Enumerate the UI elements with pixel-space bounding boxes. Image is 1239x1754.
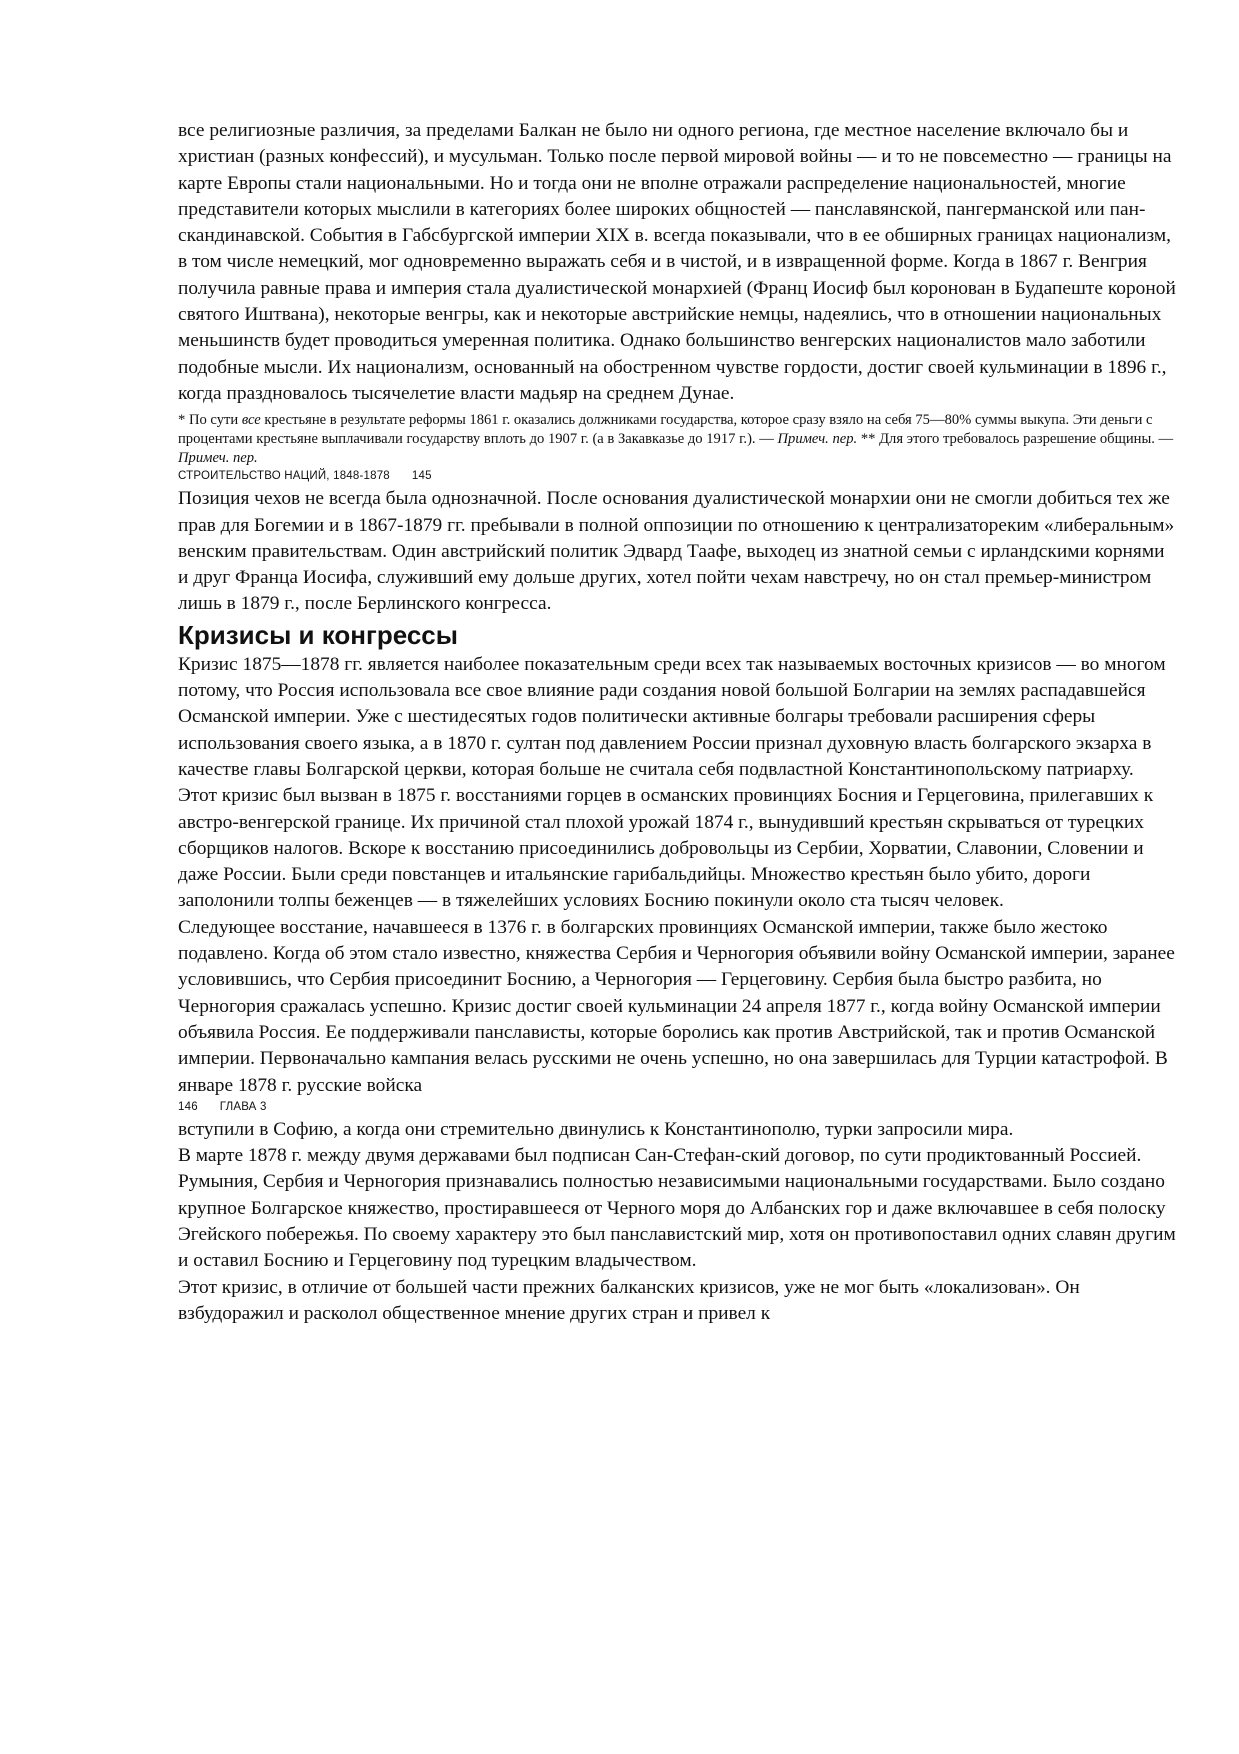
running-header-title: СТРОИТЕЛЬСТВО НАЦИЙ, 1848-1878 xyxy=(178,470,390,483)
page-number: 145 xyxy=(411,470,432,483)
paragraph-next-uprising: Следующее восстание, начавшееся в 1376 г. в болгарских провинциях Османской империи, также было жестоко подавлено. Когда об этом стало известно, княжества Сербия и Черногория объявили войну Османской империи, заранее условившись, что Сербия присоединит Боснию, а Черногория — Герцеговину. Сербия была быстро разбита, но Черногория сражалась успешно. Кризис достиг своей кульминации 24 апреля 1877 г., когда войну Османской империи объявила Россия. Ее поддерживали панславиcты, которые боролись как против Австрийской, так и против Османской империи. Первоначально кампания велась русскими не очень успешно, но она завершилась для Турции катастрофой. В январе 1878 г. русские войска xyxy=(178,916,1175,1096)
paragraph-san-stefano: В марте 1878 г. между двумя державами был подписан Сан-Стефан-ский договор, по сути продиктованный Россией. Румыния, Сербия и Черногория признавались полностью независимыми национальными государствами. Было создано крупное Болгарское княжество, простиравшееся от Черного моря до Албанских гор и даже включавшее в себя полоску Эгейского побережья. По своему характеру это был панславистский мир, хотя он противопоставил одних славян другим и оставил Боснию и Герцеговину под турецким владычеством. xyxy=(178,1145,1176,1272)
running-header-146 xyxy=(178,1099,1178,1115)
page-number: 146 xyxy=(178,1100,198,1113)
footnote-italic-3: Примеч. пер. xyxy=(178,450,258,467)
footnote-text-1: * По сути xyxy=(178,412,242,429)
running-header-title: ГЛАВА 3 xyxy=(219,1100,267,1113)
paragraph-crisis-1875: Кризис 1875—1878 гг. является наиболее показательным среди всех так называемых восточных кризисов — во многом потому, что Россия использовала все свое влияние ради создания новой большой Болгарии на землях распадавшейся Османской империи. Уже с шестидесятых годов политически активные болгары требовали расширения сферы использования своего языка, а в 1870 г. султан под давлением России признал духовную власть болгарского экзарха в качестве главы Болгарской церкви, которая больше не считала себя подвластной Константинопольскому патриарху. xyxy=(178,653,1166,780)
footnote xyxy=(178,411,1178,468)
footnote-text-3: ** Для этого требовалось разрешение общины. — xyxy=(857,431,1174,448)
footnote-text-2: крестьяне в результате реформы 1861 г. оказались должниками государства, которое сразу взяло на себя 75—80% суммы выкупа. Эти деньги с процентами крестьяне выплачивали государству вплоть до 1907 г. (а в Закавказье до 1917 г.). — xyxy=(178,412,1153,448)
running-header-145 xyxy=(178,468,1178,484)
paragraph-localized: Этот кризис, в отличие от большей части прежних балканских кризисов, уже не мог быть «локализован». Он взбудоражил и расколол общественное мнение других стран и привел к xyxy=(178,1276,1080,1324)
section-heading: Кризисы и конгрессы xyxy=(178,619,458,650)
footnote-italic-1: все xyxy=(241,412,261,429)
paragraph-czechs: Позиция чехов не всегда была однозначной. После основания дуалистической монархии они не смогли добиться тех же прав для Богемии и в 1867-1879 гг. пребывали в полной оппозиции по отношению к централизатореким «либеральным» венским правительствам. Один австрийский политик Эдвард Таафе, выходец из знатной семьи с ирландскими корнями и друг Франца Иосифа, служивший ему дольше других, хотел пойти чехам навстречу, но он стал премьер-министром лишь в 1879 г., после Берлинского конгресса. xyxy=(178,488,1175,615)
footnote-italic-2: Примеч. пер. xyxy=(777,431,858,448)
paragraph-nationalism: все религиозные различия, за пределами Балкан не было ни одного региона, где местное население включало бы и христиан (разных конфессий), и мусульман. Только после первой мировой войны — и то не повсеместно — границы на карте Европы стали национальными. Но и тогда они не вполне отражали распределение национальностей, многие представители которых мыслили в категориях более широких общностей — панславянской, пангерманской или пан-скандинавской. События в Габсбургской империи XIX в. всегда показывали, что в ее обширных границах национализм, в том числе немецкий, мог одновременно выражать себя и в чистой, и в извращенной форме. Когда в 1867 г. Венгрия получила равные права и империя стала дуалистической монархией (Франц Иосиф был коронован в Будапеште короной святого Иштвана), некоторые венгры, как и некоторые австрийские немцы, надеялись, что в отношении национальных меньшинств будет проводиться умеренная политика. Однако большинство венгерских националистов мало заботили подобные мысли. Их национализм, основанный на обостренном чувстве гордости, достиг своей кульминации в 1896 г., когда праздновалось тысячелетие власти мадьяр на среднем Дунае. xyxy=(178,120,1176,404)
paragraph-uprisings: Этот кризис был вызван в 1875 г. восстаниями горцев в османских провинциях Босния и Герцеговина, прилегавших к австро-венгерской границе. Их причиной стал плохой урожай 1874 г., вынудивший крестьян скрываться от турецких сборщиков налогов. Вскоре к восстанию присоединились добровольцы из Сербии, Хорватии, Славонии, Словении и даже России. Были среди повстанцев и итальянские гарибальдийцы. Множество крестьян было убито, дороги заполонили толпы беженцев — в тяжелейших условиях Боснию покинули около ста тысяч человек. xyxy=(178,785,1154,912)
document-page xyxy=(178,118,1178,1327)
paragraph-sofia: вступили в Софию, а когда они стремительно двинулись к Константинополю, турки запросили мира. xyxy=(178,1118,1014,1140)
